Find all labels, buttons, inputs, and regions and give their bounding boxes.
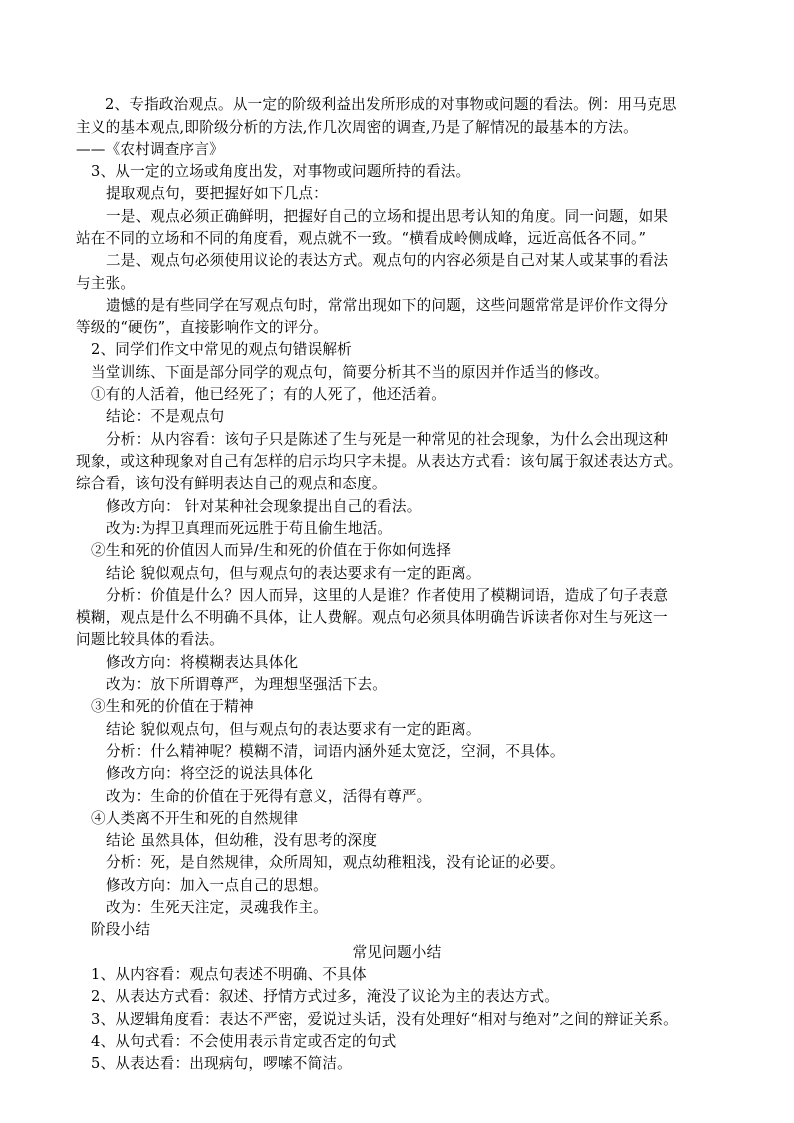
text-line: 提取观点句，要把握好如下几点： bbox=[106, 185, 328, 202]
text-line: 等级的“硬伤”，直接影响作文的评分。 bbox=[76, 319, 329, 336]
text-line: 结论 貌似观点句，但与观点句的表达要求有一定的距离。 bbox=[106, 565, 481, 582]
text-line: 修改方向： 针对某种社会现象提出自己的看法。 bbox=[106, 498, 422, 515]
text-line: 分析：死，是自然规律，众所周知，观点幼稚粗浅，没有论证的必要。 bbox=[106, 854, 565, 871]
text-line: 分析：价值是什么？因人而异，这里的人是谁？作者使用了模糊词语，造成了句子表意 bbox=[106, 587, 669, 604]
text-line: 修改方向：将空泛的说法具体化 bbox=[106, 765, 314, 782]
example-item: ①有的人活着，他已经死了；有的人死了，他还活着。 bbox=[91, 386, 447, 403]
text-line: 修改方向：将模糊表达具体化 bbox=[106, 654, 299, 671]
summary-item: 2、从表达方式看：叙述、抒情方式过多，淹没了议论为主的表达方式。 bbox=[91, 988, 560, 1005]
text-line: 结论：不是观点句 bbox=[106, 408, 225, 425]
text-line: 二是、观点句必须使用议论的表达方式。观点句的内容必须是自己对某人或某事的看法 bbox=[106, 252, 669, 269]
text-line: 改为：生死天注定，灵魂我作主。 bbox=[106, 899, 328, 916]
example-item: ③生和死的价值在于精神 bbox=[91, 698, 254, 715]
text-line: 改为：生命的价值在于死得有意义，活得有尊严。 bbox=[106, 788, 432, 805]
summary-item: 1、从内容看：观点句表述不明确、不具体 bbox=[91, 966, 367, 983]
text-line: ——《农村调查序言》 bbox=[76, 141, 224, 158]
text-line: 分析：什么精神呢？模糊不清，词语内涵外延太宽泛，空洞，不具体。 bbox=[106, 743, 565, 760]
text-line: 站在不同的立场和不同的角度看，观点就不一致。“横看成岭侧成峰，远近高低各不同。” bbox=[76, 230, 647, 247]
section-heading: 阶段小结 bbox=[91, 921, 151, 938]
summary-item: 5、从表达看：出现病句，啰嗦不简洁。 bbox=[91, 1055, 352, 1072]
text-line: 模糊，观点是什么不明确不具体，让人费解。观点句必须具体明确告诉读者你对生与死这一 bbox=[76, 609, 668, 626]
text-line: 主义的基本观点,即阶级分析的方法,作几次周密的调查,乃是了解情况的最基本的方法。 bbox=[76, 119, 638, 136]
text-line: 结论 貌似观点句，但与观点句的表达要求有一定的距离。 bbox=[106, 721, 481, 738]
text-line: 问题比较具体的看法。 bbox=[76, 631, 224, 648]
summary-title: 常见问题小结 bbox=[352, 944, 442, 961]
example-item: ②生和死的价值因人而异/生和死的价值在于你如何选择 bbox=[91, 542, 452, 559]
text-line: 综合看，该句没有鲜明表达自己的观点和态度。 bbox=[76, 475, 387, 492]
text-line: 当堂训练、下面是部分同学的观点句，简要分析其不当的原因并作适当的修改。 bbox=[91, 364, 609, 381]
summary-item: 3、从逻辑角度看：表达不严密，爱说过头话，没有处理好“相对与绝对”之间的辩证关系。 bbox=[91, 1011, 678, 1028]
text-line: 结论 虽然具体，但幼稚，没有思考的深度 bbox=[106, 832, 378, 849]
text-line: 3、从一定的立场或角度出发，对事物或问题所持的看法。 bbox=[91, 163, 471, 180]
text-line: 改为：放下所谓尊严，为理想坚强活下去。 bbox=[106, 676, 388, 693]
text-line: 改为:为捍卫真理而死远胜于苟且偷生地活。 bbox=[106, 520, 393, 537]
text-line: 一是、观点必须正确鲜明，把握好自己的立场和提出思考认知的角度。同一问题，如果 bbox=[106, 208, 669, 225]
summary-item: 4、从句式看：不会使用表示肯定或否定的句式 bbox=[91, 1033, 397, 1050]
section-heading: 2、同学们作文中常见的观点句错误解析 bbox=[91, 341, 352, 358]
text-line: 遗憾的是有些同学在写观点句时，常常出现如下的问题，这些问题常常是评价作文得分 bbox=[106, 297, 669, 314]
text-line: 分析：从内容看：该句子只是陈述了生与死是一种常见的社会现象，为什么会出现这种 bbox=[106, 431, 669, 448]
example-item: ④人类离不开生和死的自然规律 bbox=[91, 810, 299, 827]
text-line: 与主张。 bbox=[76, 275, 136, 292]
text-line: 现象，或这种现象对自己有怎样的启示均只字未提。从表达方式看：该句属于叙述表达方式。 bbox=[76, 453, 683, 470]
text-line: 2、专指政治观点。从一定的阶级利益出发所形成的对事物或问题的看法。例：用马克思 bbox=[105, 96, 677, 113]
text-line: 修改方向：加入一点自己的思想。 bbox=[106, 877, 328, 894]
